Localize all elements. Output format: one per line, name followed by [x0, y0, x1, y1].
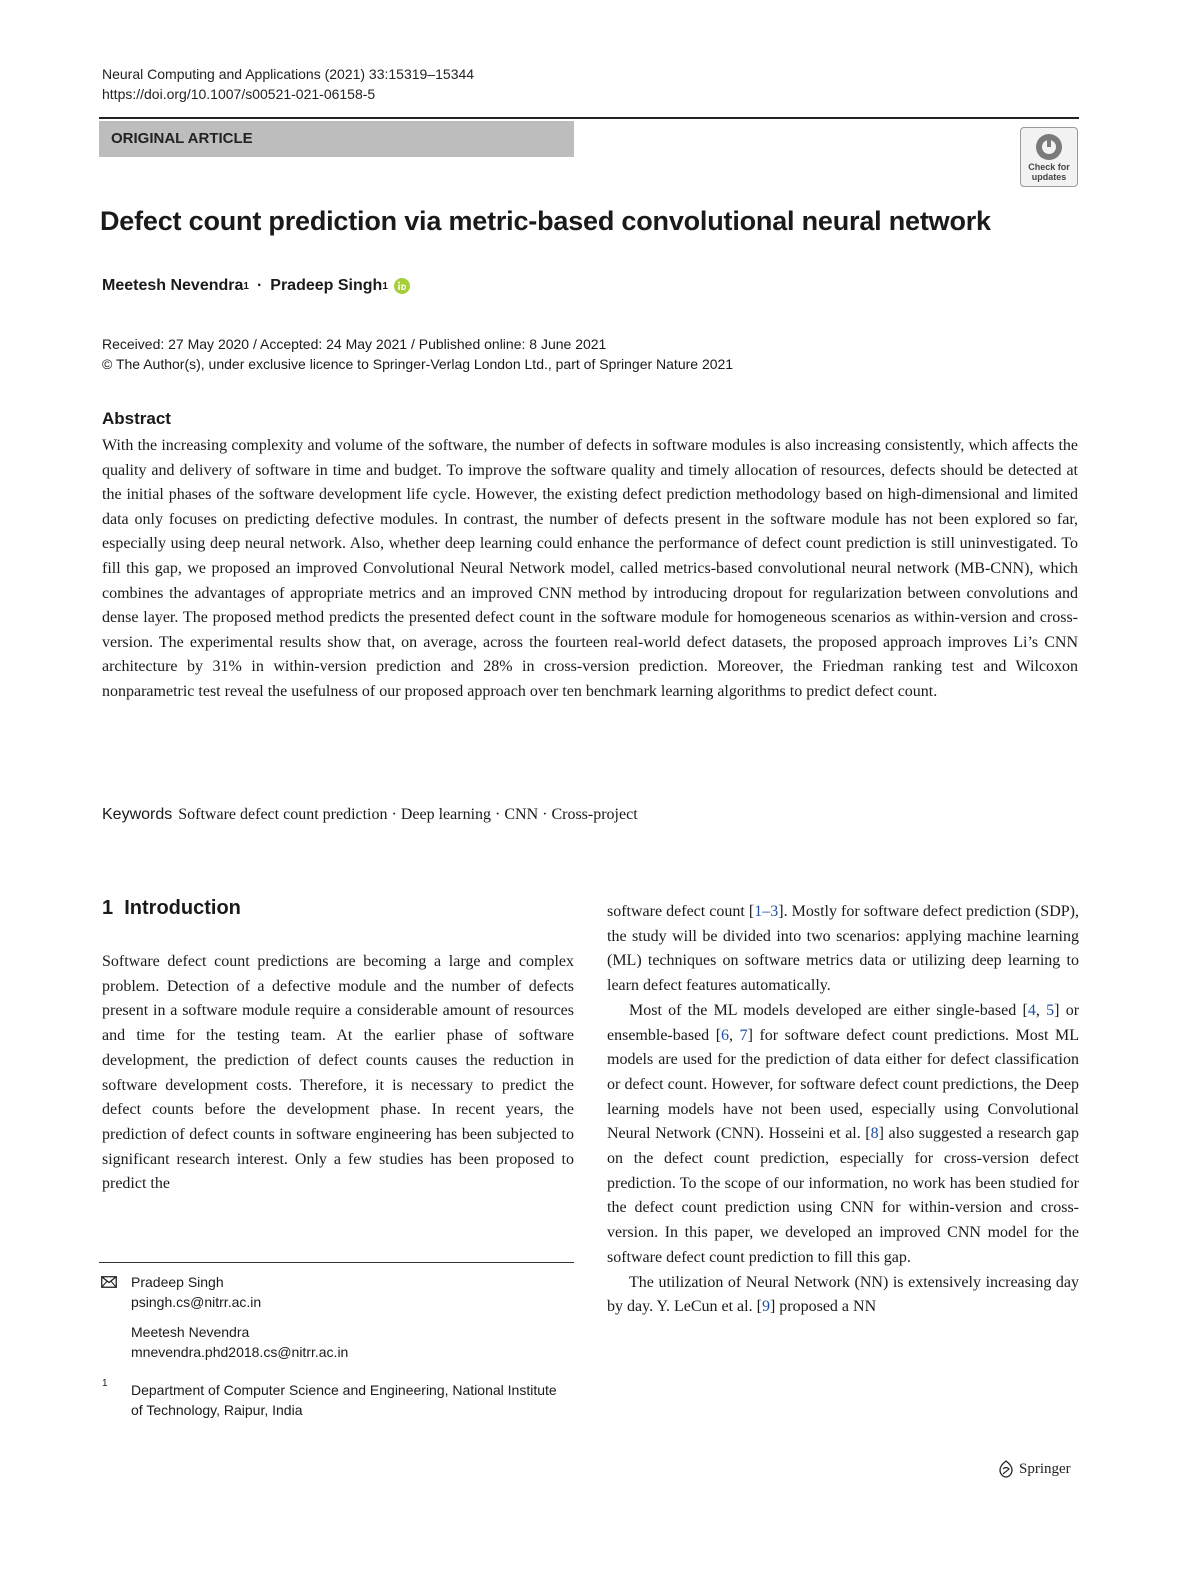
citation-link[interactable]: 9: [761, 1298, 770, 1316]
abstract-text: With the increasing complexity and volume of the software, the number of defects in software modules is also increasing consistently, which affects the quality and delivery of software in time and budget. To improve the software quality and timely allocation of resources, defects should be detected at the initial phases of the software development life cycle. However, the existing defect prediction methodology based on high-dimensional and limited data only focuses on predicting defective modules. In contrast, the number of defects present in the software module has not been explored so far, especially using deep neural network. Also, whether deep learning could enhance the performance of defect count prediction is still uninvestigated. To fill this gap, we proposed an improved Convolutional Neural Network model, called metrics-based convolutional neural network (MB-CNN), which combines the advantages of appropriate metrics and an improved CNN method by introducing dropout for regularization between convolutions and dense layer. The proposed method predicts the presented defect count in the software module for homogeneous scenarios as within-version and cross-version. The experimental results show that, on average, across the fourteen real-world defect datasets, the proposed approach improves Li’s CNN architecture by 31% in within-version prediction and 28% in cross-version prediction. Moreover, the Friedman ranking test and Wilcoxon nonparametric test reveal the usefulness of our proposed approach over ten benchmark learning algorithms to predict defect count.: [102, 437, 1078, 700]
keywords-text: Software defect count prediction · Deep learning · CNN · Cross-project: [178, 806, 638, 823]
intro-left-column: [102, 950, 574, 1197]
section-title: Introduction: [124, 897, 241, 919]
contact-footnote: [131, 1272, 348, 1362]
intro-paragraph: [607, 900, 1079, 999]
publication-dates: [102, 334, 733, 374]
keywords-label: Keywords: [102, 806, 173, 823]
author-list: [102, 277, 410, 295]
text-run: Most of the ML models developed are either single-based [: [629, 1001, 1028, 1019]
corresponding-author-email[interactable]: psingh.cs@nitrr.ac.in: [131, 1294, 262, 1310]
check-for-updates-icon: [1034, 132, 1064, 162]
citation-link[interactable]: 6: [721, 1026, 730, 1044]
author-separator: ·: [256, 277, 263, 294]
citation-link[interactable]: 5: [1046, 1001, 1055, 1019]
doi-link[interactable]: https://doi.org/10.1007/s00521-021-06158-5: [102, 86, 376, 102]
footnote-rule: [99, 1262, 574, 1263]
author-affil-mark: 1: [243, 280, 249, 292]
orcid-icon[interactable]: [394, 278, 410, 294]
copyright-line: © The Author(s), under exclusive licence to Springer-Verlag London Ltd., part of Springer Nature 2021: [102, 356, 734, 372]
paper-title: Defect count prediction via metric-based convolutional neural network: [100, 206, 991, 236]
text-run: The utilization of Neural Network (NN) is extensively increasing day by day. Y. LeCun et al. [: [607, 1273, 1079, 1316]
publisher-name: Springer: [1019, 1460, 1071, 1477]
text-run: ,: [1035, 1001, 1047, 1019]
mail-icon: [101, 1276, 117, 1288]
journal-citation: Neural Computing and Applications (2021) 33:15319–15344: [102, 66, 475, 82]
header-rule: [99, 117, 1079, 119]
text-run: ] proposed a NN: [769, 1298, 877, 1316]
text-run: software defect count [: [607, 903, 755, 920]
intro-paragraph: [607, 999, 1079, 1271]
journal-header: [102, 64, 474, 104]
text-run: ,: [729, 1026, 740, 1044]
citation-link[interactable]: 7: [739, 1026, 748, 1044]
section-heading: [102, 897, 241, 920]
publisher-logo: [997, 1460, 1071, 1478]
keywords: [102, 806, 638, 824]
coauthor-email[interactable]: mnevendra.phd2018.cs@nitrr.ac.in: [131, 1344, 349, 1360]
author-affil-mark: 1: [382, 280, 388, 292]
springer-logo-icon: [997, 1460, 1015, 1478]
text-run: ] also suggested a research gap on the defect count prediction, especially for cross-version defect prediction. To the scope of our information, no work has been studied for the defect count prediction using CNN for within-version and cross-version. In this paper, we developed an improved CNN model for the software defect count prediction to fill this gap.: [607, 1125, 1079, 1266]
citation-link[interactable]: 4: [1027, 1001, 1036, 1019]
citation-link[interactable]: 1–3: [754, 903, 779, 920]
text-run: ] or ensemble-based [: [607, 1001, 1080, 1044]
intro-paragraph: Software defect count predictions are becoming a large and complex problem. Detection of a defective module and the number of defects present in a software module require a considerable amount of resources and time for the testing team. At the earlier phase of software development, the prediction of defect counts causes the reduction in software development costs. Therefore, it is necessary to predict the defect counts before the development phase. In recent years, the prediction of defect counts in software engineering has been subjected to significant research interest. Only a few studies has been proposed to predict the: [102, 953, 574, 1193]
author-name[interactable]: Pradeep Singh: [270, 277, 383, 294]
text-run: ] for software defect count predictions. Most ML models are used for the prediction of data either for defect classification or defect count. However, for software defect count predictions, the Deep learning models have not been used, especially using Convolutional Neural Network (CNN). Hosseini et al. [: [607, 1026, 1080, 1143]
corresponding-author-name: Pradeep Singh: [131, 1274, 224, 1290]
affiliation-text: Department of Computer Science and Engineering, National Institute of Technology, Raipur, India: [131, 1382, 557, 1418]
intro-paragraph: [607, 1271, 1079, 1320]
badge-line-1: Check for: [1028, 162, 1070, 172]
badge-line-2: updates: [1031, 172, 1067, 182]
author-name[interactable]: Meetesh Nevendra: [102, 277, 244, 294]
section-number: 1: [102, 897, 114, 919]
abstract-heading: Abstract: [102, 409, 171, 428]
article-type-banner: ORIGINAL ARTICLE: [99, 121, 574, 157]
coauthor-name: Meetesh Nevendra: [131, 1324, 250, 1340]
check-for-updates-badge[interactable]: [1020, 127, 1078, 187]
dates-line: Received: 27 May 2020 / Accepted: 24 May 2021 / Published online: 8 June 2021: [102, 336, 607, 352]
affiliation-number: 1: [102, 1378, 108, 1389]
text-run: ]. Mostly for software defect prediction (SDP), the study will be divided into two scenarios: applying machine learning (ML) techniques on software metrics data or utilizing deep learning to learn defect features automatically.: [607, 903, 1079, 995]
intro-right-column: [607, 900, 1079, 1320]
citation-link[interactable]: 8: [870, 1125, 879, 1143]
